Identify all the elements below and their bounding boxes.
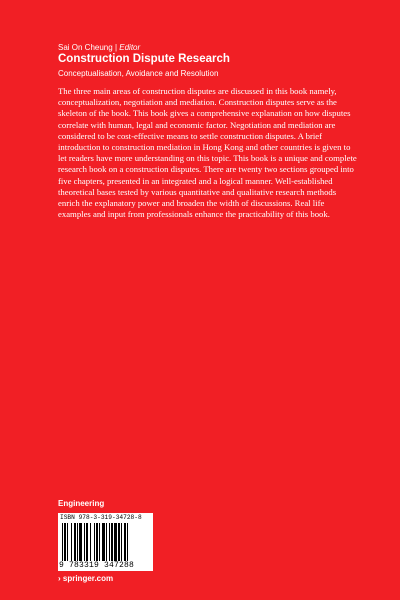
book-title: Construction Dispute Research bbox=[58, 53, 230, 65]
book-description: The three main areas of construction disputes are discussed in this book namely, conceptualization, negotiation and mediation. Construction disputes serve as the skeleton of the book. This book gives a comprehensive explanation on how disputes correlate with human, legal and economic factor. Negotiation and mediation are considered to be cost-effective means to settle construction disputes. A brief introduction to construction mediation in Hong Kong and other countries is given to let readers have more understanding on this topic. This book is a unique and complete research book on a construction disputes. There are twenty two sections grouped into five chapters, presented in an integrated and a logical manner. Well-established theoretical bases tested by various quantitative and qualitative research methods enrich the explanatory power and broaden the width of discussions. Real life examples and input from professionals enhance the practicability of this book. bbox=[58, 86, 357, 220]
editor-name: Sai On Cheung bbox=[58, 43, 113, 52]
editor-role: Editor bbox=[119, 43, 141, 52]
barcode-digits: 9 783319 347288 bbox=[59, 561, 135, 570]
book-subtitle: Conceptualisation, Avoidance and Resolution bbox=[58, 69, 219, 78]
isbn-number: ISBN 978-3-319-34728-8 bbox=[60, 514, 142, 521]
editor-separator: | bbox=[114, 43, 120, 52]
isbn-barcode-block bbox=[58, 513, 153, 571]
barcode-image bbox=[62, 523, 150, 561]
series-label: Engineering bbox=[58, 499, 105, 508]
editor-credit bbox=[58, 43, 140, 52]
publisher-link[interactable]: › springer.com bbox=[58, 574, 114, 583]
